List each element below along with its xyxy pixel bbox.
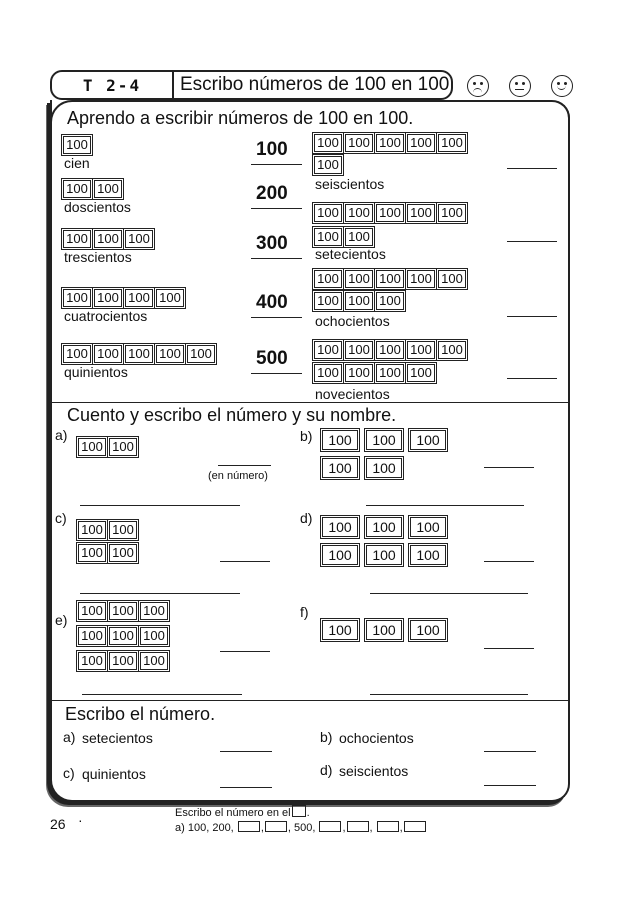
section-divider <box>50 700 570 701</box>
number-word: setecientos <box>82 730 153 746</box>
exercise-letter: d) <box>320 762 333 778</box>
hundred-block-row <box>322 545 454 565</box>
hundred-block-row <box>314 270 469 288</box>
hundred-block: 100 <box>407 270 435 288</box>
hundred-block: 100 <box>109 544 137 562</box>
footer-sequence: a) 100, 200, , , 500, , , , <box>175 821 427 834</box>
hundred-block: 100 <box>438 341 466 359</box>
exercise-letter: d) <box>300 510 313 526</box>
section1-title: Aprendo a escribir números de 100 en 100. <box>67 108 414 128</box>
hundred-block: 100 <box>140 627 168 645</box>
neutral-face-icon[interactable] <box>509 75 531 97</box>
hundred-block: 100 <box>366 545 402 565</box>
answer-line[interactable] <box>366 505 524 506</box>
hundred-block-row <box>63 345 218 363</box>
hundred-block: 100 <box>345 204 373 222</box>
answer-line[interactable] <box>80 505 240 506</box>
hundred-block: 100 <box>78 602 106 620</box>
hundred-block-row <box>78 627 171 645</box>
number-value: 300 <box>256 233 288 254</box>
answer-line[interactable] <box>220 651 270 652</box>
hundred-block: 100 <box>63 289 91 307</box>
number-value: 200 <box>256 183 288 204</box>
hundred-block-row <box>314 134 469 152</box>
hundred-block: 100 <box>314 228 342 246</box>
answer-line[interactable] <box>251 317 302 318</box>
hundred-block: 100 <box>109 652 137 670</box>
number-value: 500 <box>256 348 288 369</box>
hundred-block: 100 <box>376 292 404 310</box>
sequence-blank[interactable] <box>265 821 287 832</box>
hundred-block-row <box>314 341 469 359</box>
hundred-block: 100 <box>314 270 342 288</box>
number-word: cuatrocientos <box>64 308 148 324</box>
hundred-block: 100 <box>125 289 153 307</box>
hundred-block: 100 <box>376 204 404 222</box>
hundred-block: 100 <box>140 652 168 670</box>
hundred-block: 100 <box>366 517 402 537</box>
number-value: 100 <box>256 139 288 160</box>
hundred-block-row <box>78 521 140 539</box>
sequence-value: 100, <box>187 822 210 834</box>
hundred-block: 100 <box>109 438 137 456</box>
number-word: cien <box>64 155 90 171</box>
sequence-blank[interactable] <box>377 821 399 832</box>
number-hint: (en número) <box>208 470 268 482</box>
hundred-block: 100 <box>345 134 373 152</box>
number-word: ochocientos <box>339 730 414 746</box>
number-word: quinientos <box>82 766 146 782</box>
hundred-block-row <box>314 156 345 174</box>
hundred-block: 100 <box>78 627 106 645</box>
hundred-block: 100 <box>156 345 184 363</box>
answer-line[interactable] <box>484 785 536 786</box>
answer-line[interactable] <box>80 593 240 594</box>
exercise-letter: b) <box>320 729 333 745</box>
lesson-code: T 2-4 <box>52 72 174 98</box>
hundred-block: 100 <box>94 230 122 248</box>
number-word: setecientos <box>315 246 386 262</box>
answer-line[interactable] <box>484 467 534 468</box>
exercise-letter: b) <box>300 428 313 444</box>
hundred-block: 100 <box>410 517 446 537</box>
answer-line[interactable] <box>484 561 534 562</box>
answer-line[interactable] <box>507 241 557 242</box>
hundred-block: 100 <box>314 341 342 359</box>
sequence-value: 200, <box>212 822 234 834</box>
hundred-block: 100 <box>94 345 122 363</box>
hundred-block: 100 <box>94 180 122 198</box>
hundred-block: 100 <box>345 228 373 246</box>
hundred-block: 100 <box>376 341 404 359</box>
hundred-block: 100 <box>314 364 342 382</box>
number-word: quinientos <box>64 364 128 380</box>
hundred-block-row <box>78 602 171 620</box>
answer-line[interactable] <box>370 694 528 695</box>
hundred-block: 100 <box>314 134 342 152</box>
number-word: ochocientos <box>315 313 390 329</box>
exercise-letter: a) <box>55 427 68 443</box>
number-word: doscientos <box>64 199 131 215</box>
hundred-block-row <box>78 544 140 562</box>
hundred-block: 100 <box>78 521 106 539</box>
exercise-letter: a) <box>63 729 76 745</box>
answer-line[interactable] <box>251 164 302 165</box>
footer-instruction-text: Escribo el número en el <box>175 807 291 819</box>
hundred-block: 100 <box>63 230 91 248</box>
hundred-block: 100 <box>109 627 137 645</box>
hundred-block: 100 <box>438 134 466 152</box>
hundred-block: 100 <box>366 458 402 478</box>
hundred-block: 100 <box>78 652 106 670</box>
hundred-block: 100 <box>314 156 342 174</box>
answer-line[interactable] <box>220 751 272 752</box>
hundred-block: 100 <box>78 544 106 562</box>
hundred-block: 100 <box>438 270 466 288</box>
hundred-block: 100 <box>78 438 106 456</box>
hundred-block: 100 <box>345 292 373 310</box>
hundred-block-row <box>63 230 156 248</box>
hundred-block: 100 <box>322 458 358 478</box>
section3-title: Escribo el número. <box>65 704 216 724</box>
hundred-block: 100 <box>407 204 435 222</box>
answer-line[interactable] <box>251 258 302 259</box>
hundred-block-row <box>322 458 410 478</box>
answer-line[interactable] <box>507 378 557 379</box>
hundred-block-row <box>314 228 376 246</box>
number-word: seiscientos <box>339 763 409 779</box>
hundred-block: 100 <box>366 430 402 450</box>
hundred-block-row <box>322 430 454 450</box>
exercise-letter: c) <box>63 765 75 781</box>
hundred-block: 100 <box>407 134 435 152</box>
hundred-block-row <box>314 204 469 222</box>
hundred-block-row <box>78 652 171 670</box>
hundred-block-row <box>314 364 438 382</box>
hundred-block: 100 <box>322 620 358 640</box>
page-number-text: 26 <box>50 816 66 832</box>
hundred-block: 100 <box>410 620 446 640</box>
hundred-block: 100 <box>410 430 446 450</box>
hundred-block: 100 <box>345 341 373 359</box>
page-dots: · <box>78 812 83 828</box>
hundred-block: 100 <box>376 364 404 382</box>
sequence-value: 500, <box>294 822 316 834</box>
happy-face-icon[interactable] <box>551 75 573 97</box>
sequence-blank[interactable] <box>319 821 341 832</box>
answer-line[interactable] <box>507 316 557 317</box>
hundred-block: 100 <box>314 204 342 222</box>
answer-line[interactable] <box>220 787 272 788</box>
hundred-block: 100 <box>366 620 402 640</box>
hundred-block-row <box>78 438 140 456</box>
footer-instruction: Escribo el número en el . <box>175 807 310 819</box>
sequence-blank[interactable] <box>238 821 260 832</box>
sequence-blank[interactable] <box>404 821 426 832</box>
hundred-block: 100 <box>125 230 153 248</box>
number-word: novecientos <box>315 386 390 402</box>
hundred-block: 100 <box>156 289 184 307</box>
hundred-block: 100 <box>322 545 358 565</box>
hundred-block: 100 <box>125 345 153 363</box>
hundred-block: 100 <box>63 136 91 154</box>
hundred-block: 100 <box>407 341 435 359</box>
hundred-block: 100 <box>410 545 446 565</box>
exercise-letter: e) <box>55 612 68 628</box>
hundred-block: 100 <box>345 364 373 382</box>
hundred-block: 100 <box>63 180 91 198</box>
hundred-block: 100 <box>314 292 342 310</box>
sequence-blank[interactable] <box>347 821 369 832</box>
answer-line[interactable] <box>251 208 302 209</box>
answer-line[interactable] <box>484 648 534 649</box>
hundred-block: 100 <box>187 345 215 363</box>
exercise-letter: c) <box>55 510 67 526</box>
answer-line[interactable] <box>220 561 270 562</box>
hundred-block: 100 <box>63 345 91 363</box>
answer-line[interactable] <box>218 465 271 466</box>
answer-line[interactable] <box>251 373 302 374</box>
hundred-block-row <box>322 517 454 537</box>
lesson-title: Escribo números de 100 en 100 <box>180 74 450 95</box>
page-number <box>50 816 66 832</box>
answer-line[interactable] <box>82 694 242 695</box>
hundred-block: 100 <box>109 602 137 620</box>
hundred-block: 100 <box>407 364 435 382</box>
hundred-block: 100 <box>322 517 358 537</box>
hundred-block: 100 <box>438 204 466 222</box>
hundred-block: 100 <box>376 270 404 288</box>
answer-line[interactable] <box>484 751 536 752</box>
sad-face-icon[interactable] <box>467 75 489 97</box>
hundred-block: 100 <box>109 521 137 539</box>
hundred-block-row <box>63 136 94 154</box>
exercise-letter: f) <box>300 604 309 620</box>
number-value: 400 <box>256 292 288 313</box>
number-word: trescientos <box>64 249 132 265</box>
answer-box[interactable] <box>292 805 306 817</box>
number-word: seiscientos <box>315 176 385 192</box>
hundred-block: 100 <box>94 289 122 307</box>
hundred-block-row <box>314 292 407 310</box>
section-divider <box>50 402 570 403</box>
hundred-block: 100 <box>140 602 168 620</box>
answer-line[interactable] <box>370 593 528 594</box>
answer-line[interactable] <box>507 168 557 169</box>
hundred-block-row <box>63 289 187 307</box>
hundred-block-row <box>322 620 454 640</box>
section2-title: Cuento y escribo el número y su nombre. <box>67 405 397 425</box>
lesson-header <box>50 70 453 100</box>
hundred-block-row <box>63 180 125 198</box>
hundred-block: 100 <box>322 430 358 450</box>
hundred-block: 100 <box>345 270 373 288</box>
sequence-label: a) <box>175 822 185 834</box>
hundred-block: 100 <box>376 134 404 152</box>
